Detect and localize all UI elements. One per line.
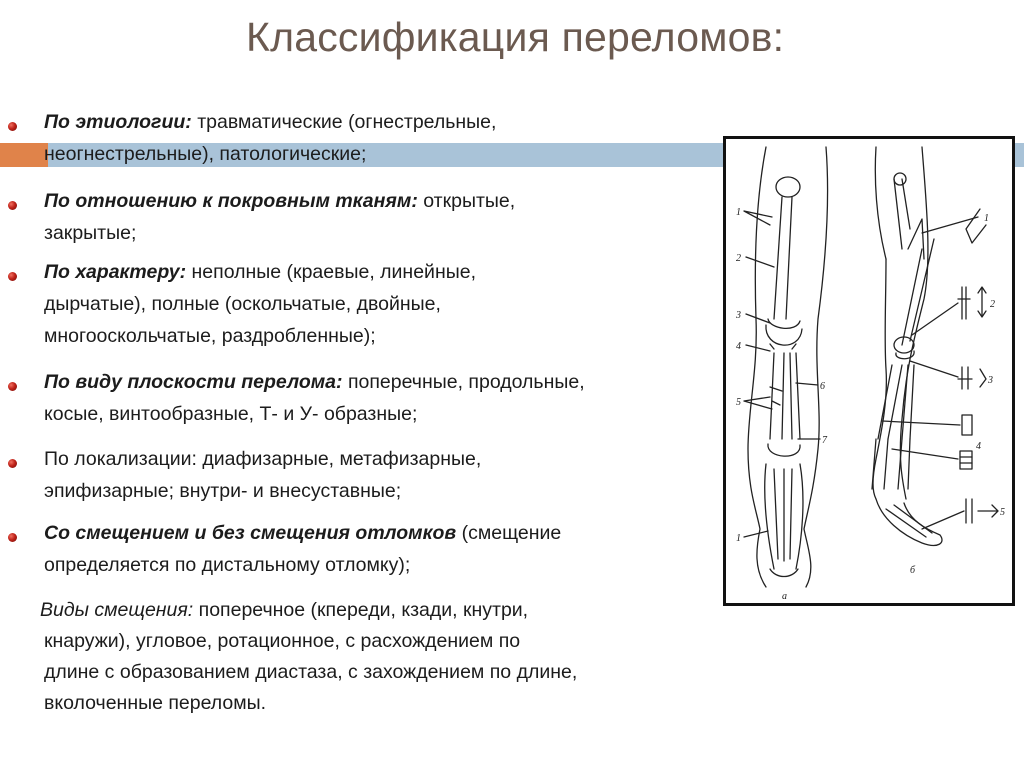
bullet-text: неогнестрельные), патологические;: [44, 143, 367, 165]
bullet-label: По отношению к покровным тканям:: [44, 190, 418, 212]
leg-fracture-figure: [723, 136, 1015, 606]
bullet-text: косые, винтообразные, Т- и У- образные;: [44, 403, 418, 425]
bullet-text: неполные (краевые, линейные,: [191, 261, 476, 283]
fig-label-a: а: [782, 591, 787, 602]
bullet-dot-icon: [8, 201, 17, 210]
bullet-text: определяется по дистальному отломку);: [44, 554, 411, 576]
fig-label-a-2: 2: [736, 253, 741, 264]
bullet-text: закрытые;: [44, 222, 137, 244]
bullet-dot-icon: [8, 382, 17, 391]
bullet-text: По локализации: диафизарные, метафизарные,: [44, 448, 482, 470]
bullet-dot-icon: [8, 272, 17, 281]
bullet-text: поперечные, продольные,: [347, 371, 585, 393]
bullet-dot-icon: [8, 533, 17, 542]
bullet-text: эпифизарные; внутри- и внесуставные;: [44, 480, 402, 502]
bullet-label: Со смещением и без смещения отломков: [44, 522, 457, 544]
bullet-text: травматические (огнестрельные,: [197, 111, 497, 133]
fig-label-b-5: 5: [1000, 507, 1005, 518]
bullet-label: По характеру:: [44, 261, 187, 283]
slide-title: Классификация переломов:: [246, 14, 785, 60]
note-text: длине с образованием диастаза, с захождением по длине,: [44, 661, 578, 683]
bullet-label: По виду плоскости перелома:: [44, 371, 343, 393]
fig-label-b-1: 1: [984, 213, 989, 224]
bullet-text: многооскольчатые, раздробленные);: [44, 325, 376, 347]
bullet-text: (смещение: [461, 522, 562, 544]
fig-label-a-5: 5: [736, 397, 741, 408]
bullet-text: открытые,: [423, 190, 516, 212]
fig-label-b-3: 3: [988, 375, 993, 386]
bullet-text: дырчатые), полные (оскольчатые, двойные,: [44, 293, 441, 315]
fig-label-a-6: 6: [820, 381, 825, 392]
fig-label-a-7: 7: [822, 435, 827, 446]
fig-label-a-3: 3: [736, 310, 741, 321]
leg-skeleton-illustration: [726, 139, 1012, 603]
fig-label-a-1: 1: [736, 207, 741, 218]
note-label: Виды смещения:: [40, 599, 194, 621]
note-text: кнаружи), угловое, ротационное, с расхождением по: [44, 630, 521, 652]
note-text: поперечное (кпереди, кзади, кнутри,: [198, 599, 529, 621]
fig-label-b-2: 2: [990, 299, 995, 310]
accent-bar-orange: [0, 143, 48, 167]
note-text: вколоченные переломы.: [44, 692, 267, 714]
fig-label-a-1b: 1: [736, 533, 741, 544]
fig-label-a-4: 4: [736, 341, 741, 352]
bullet-label: По этиологии:: [44, 111, 192, 133]
bullet-dot-icon: [8, 459, 17, 468]
bullet-dot-icon: [8, 122, 17, 131]
fig-label-b: б: [910, 565, 916, 576]
fig-label-b-4: 4: [976, 441, 981, 452]
